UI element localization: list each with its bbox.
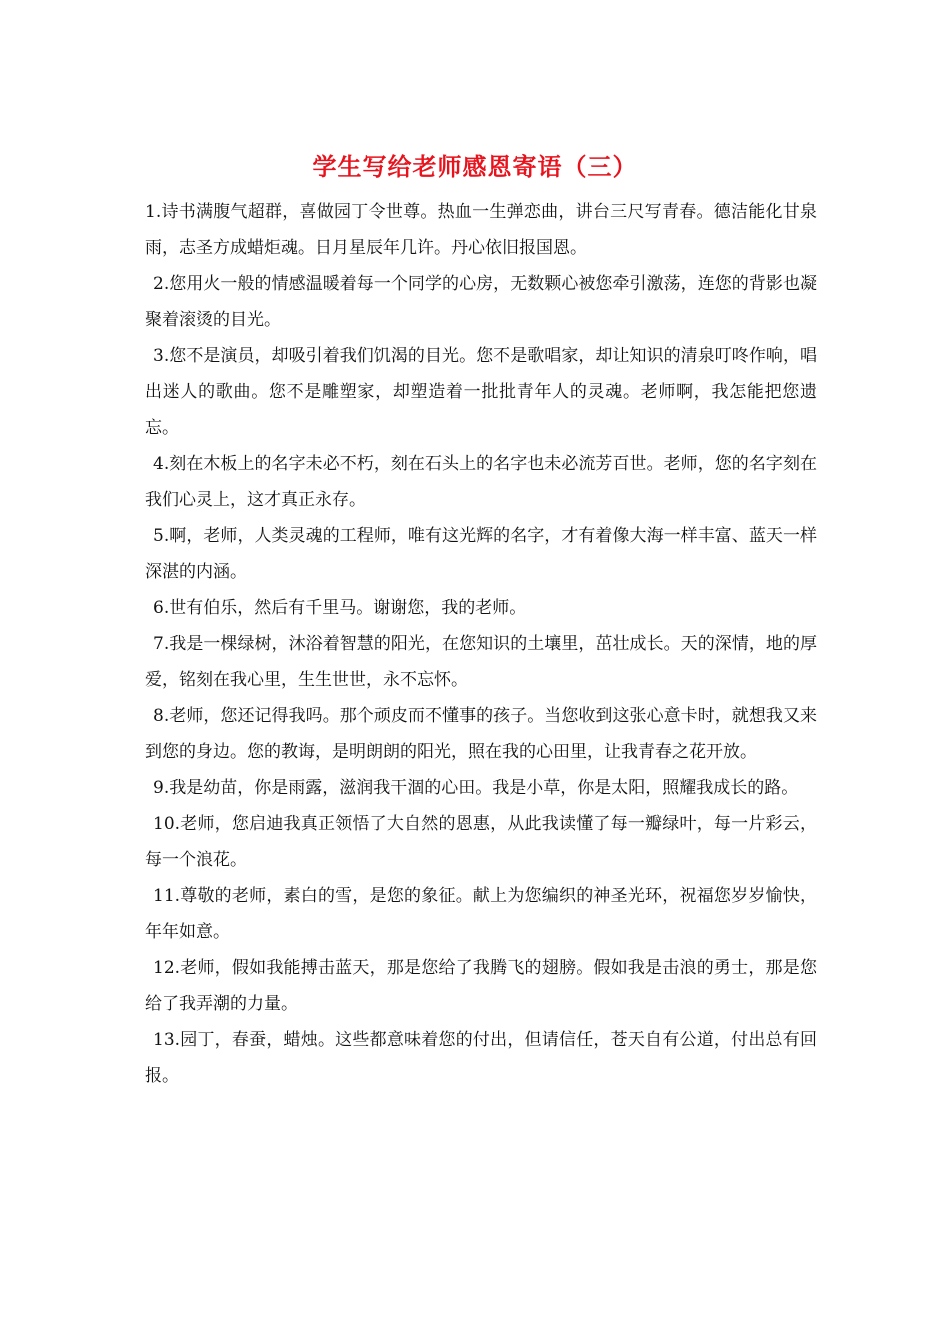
paragraph-item-5: 5.啊，老师，人类灵魂的工程师，唯有这光辉的名字，才有着像大海一样丰富、蓝天一样深湛的内涵。 (145, 526, 817, 582)
paragraph-item-13: 13.园丁，春蚕，蜡烛。这些都意味着您的付出，但请信任，苍天自有公道，付出总有回报。 (145, 1030, 817, 1086)
paragraph-item-6: 6.世有伯乐，然后有千里马。谢谢您，我的老师。 (153, 598, 527, 618)
paragraph-item-11: 11.尊敬的老师，素白的雪，是您的象征。献上为您编织的神圣光环，祝福您岁岁愉快，年年如意。 (145, 886, 817, 942)
paragraph-item-3: 3.您不是演员，却吸引着我们饥渴的目光。您不是歌唱家，却让知识的清泉叮咚作响，唱出迷人的歌曲。您不是雕塑家，却塑造着一批批青年人的灵魂。老师啊，我怎能把您遗忘。 (145, 346, 817, 438)
paragraph-item-8: 8.老师，您还记得我吗。那个顽皮而不懂事的孩子。当您收到这张心意卡时，就想我又来到您的身边。您的教诲，是明朗朗的阳光，照在我的心田里，让我青春之花开放。 (145, 706, 817, 762)
document-body (145, 194, 817, 1094)
paragraph-item-10: 10.老师，您启迪我真正领悟了大自然的恩惠，从此我读懂了每一瓣绿叶，每一片彩云，每一个浪花。 (145, 814, 817, 870)
paragraph-item-9: 9.我是幼苗，你是雨露，滋润我干涸的心田。我是小草，你是太阳，照耀我成长的路。 (153, 778, 799, 798)
paragraph-item-4: 4.刻在木板上的名字未必不朽，刻在石头上的名字也未必流芳百世。老师，您的名字刻在我们心灵上，这才真正永存。 (145, 454, 817, 510)
paragraph-item-1: 1.诗书满腹气超群，喜做园丁令世尊。热血一生弹恋曲，讲台三尺写青春。德洁能化甘泉雨，志圣方成蜡炬魂。日月星辰年几许。丹心依旧报国恩。 (145, 202, 817, 258)
document-title: 学生写给老师感恩寄语（三） (312, 153, 638, 181)
paragraph-item-2: 2.您用火一般的情感温暖着每一个同学的心房，无数颗心被您牵引激荡，连您的背影也凝聚着滚烫的目光。 (145, 274, 817, 330)
paragraph-item-7: 7.我是一棵绿树，沐浴着智慧的阳光，在您知识的土壤里，茁壮成长。天的深情，地的厚爱，铭刻在我心里，生生世世，永不忘怀。 (145, 634, 817, 690)
paragraph-item-12: 12.老师，假如我能搏击蓝天，那是您给了我腾飞的翅膀。假如我是击浪的勇士，那是您给了我弄潮的力量。 (145, 958, 817, 1014)
